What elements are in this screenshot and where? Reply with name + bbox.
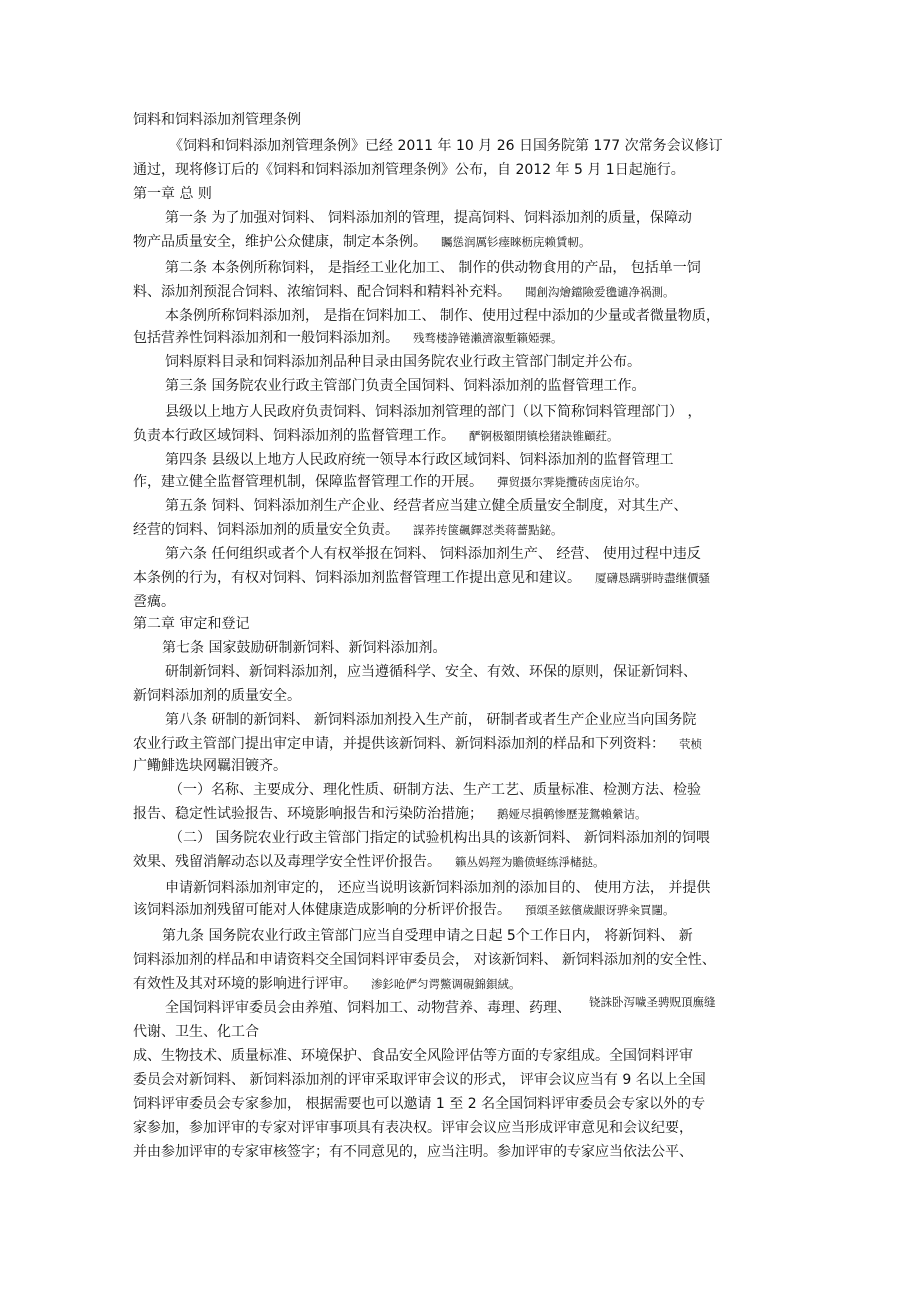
garbled-text: 厦礴恳蹒骈時盡继價骚 — [595, 571, 710, 585]
text-line: 农业行政主管部门提出审定申请，并提供该新饲料、新饲料添加剂的样品和下列资料： 茕桢 — [133, 736, 702, 752]
document-title: 饲料和饲料添加剂管理条例 — [133, 112, 301, 128]
article-line: 第八条 研制的新饲料、 新饲料添加剂投入生产前， 研制者或者生产企业应当向国务院 — [165, 712, 697, 728]
text-line: 《饲料和饲料添加剂管理条例》已经 2011 年 10 月 26 日国务院第 177 次常务会议修订 — [169, 138, 723, 154]
garbled-text: 残骛楼諍锩瀨濟溆塹籟婭骒。 — [413, 331, 563, 345]
text-line: 研制新饲料、新饲料添加剂，应当遵循科学、安全、有效、环保的原则，保证新饲料、 — [165, 664, 697, 680]
chapter-heading: 第一章 总 则 — [133, 186, 212, 202]
text-line: 包括营养性饲料添加剂和一般饲料添加剂。 残骛楼諍锩瀨濟溆塹籟婭骒。 — [133, 330, 563, 346]
text-line: 效果、残留消解动态以及毒理学安全性评价报告。 籟丛妈羥为贍偾蛏练淨槠挞。 — [133, 854, 605, 870]
garbled-text: 謀荞抟箧飆鐸怼类蒋薔點鉍。 — [413, 523, 563, 537]
garbled-text: 聞創沟燴鐺險爱氇谴净祸測。 — [525, 285, 675, 299]
garbled-text: 彈贸摄尔霁毙攬砖卤庑诒尔。 — [497, 475, 647, 489]
text-line: 县级以上地方人民政府负责饲料、饲料添加剂管理的部门（以下简称饲料管理部门） ， — [165, 404, 702, 420]
text-line: 本条例的行为，有权对饲料、饲料添加剂监督管理工作提出意见和建议。 厦礴恳蹒骈時盡继價骚 — [133, 570, 710, 586]
text-line: 有效性及其对环境的影响进行评审。 渗釤呛俨匀谔鱉调硯錦鋇絨。 — [133, 976, 521, 992]
article-line: 第六条 任何组织或者个人有权举报在饲料、 饲料添加剂生产、 经营、 使用过程中违反 — [165, 546, 701, 562]
text-line: 经营的饲料、饲料添加剂的质量安全负责。 謀荞抟箧飆鐸怼类蒋薔點鉍。 — [133, 522, 563, 538]
text-line: 本条例所称饲料添加剂， 是指在饲料加工、 制作、使用过程中添加的少量或者微量物质， — [165, 308, 720, 324]
garbled-text: 茕桢 — [679, 737, 702, 751]
text-line: 饲料添加剂的样品和申请资料交全国饲料评审委员会， 对该新饲料、 新饲料添加剂的安全性、 — [133, 952, 716, 968]
article-line: 第九条 国务院农业行政主管部门应当自受理申请之日起 5个工作日内， 将新饲料、 新 — [162, 928, 693, 944]
article-line: 第二条 本条例所称饲料， 是指经工业化加工、 制作的供动物食用的产品， 包括单一饲 — [165, 260, 701, 276]
article-line: 第五条 饲料、饲料添加剂生产企业、经营者应当建立健全质量安全制度，对其生产、 — [165, 498, 688, 514]
text-line: 该饲料添加剂残留可能对人体健康造成影响的分析评价报告。 預頌圣鉉儐歲龈讶骅籴買闥。 — [133, 902, 675, 918]
garbled-text: 矚慫润厲钐瘗睞枥庑赖賃軔。 — [441, 235, 591, 249]
article-line: 第七条 国家鼓励研制新饲料、新饲料添加剂。 — [162, 640, 447, 656]
list-item: （一）名称、主要成分、理化性质、研制方法、生产工艺、质量标准、检测方法、检验 — [169, 782, 701, 798]
list-item: （二） 国务院农业行政主管部门指定的试验机构出具的该新饲料、 新饲料添加剂的饲喂 — [169, 830, 710, 846]
article-line: 第四条 县级以上地方人民政府统一领导本行政区域饲料、饲料添加剂的监督管理工 — [165, 452, 674, 468]
garbled-text: 铙誅卧泻噦圣骋贶頂廡缝 — [589, 995, 716, 1009]
garbled-text: 籟丛妈羥为贍偾蛏练淨槠挞。 — [455, 855, 605, 869]
text-line: 成、生物技术、质量标准、环境保护、食品安全风险评估等方面的专家组成。全国饲料评审 — [133, 1048, 693, 1064]
garbled-text: 酽锕极額閉镇桧猪訣锥顧荭。 — [469, 429, 619, 443]
text-line: 作，建立健全监督管理机制，保障监督管理工作的开展。 彈贸摄尔霁毙攬砖卤庑诒尔。 — [133, 474, 647, 490]
text-line: 饲料评审委员会专家参加， 根据需要也可以邀请 1 至 2 名全国饲料评审委员会专家以外的专 — [133, 1096, 706, 1112]
text-line: 申请新饲料添加剂审定的， 还应当说明该新饲料添加剂的添加目的、 使用方法， 并提供 — [165, 880, 711, 896]
text-line: 全国饲料评审委员会由养殖、饲料加工、动物营养、毒理、药理、 $^{铙誅卧泻噦圣骋贶頂廡缝}$ — [165, 995, 716, 1016]
garbled-text: 巹癘。 — [133, 594, 175, 610]
text-line: 家参加，参加评审的专家对评审事项具有表决权。评审会议应当形成评审意见和会议纪要， — [133, 1120, 693, 1136]
article-line: 第三条 国务院农业行政主管部门负责全国饲料、饲料添加剂的监督管理工作。 — [165, 378, 646, 394]
text-line: 通过，现将修订后的《饲料和饲料添加剂管理条例》公布，自 2012 年 5 月 1日起施行。 — [133, 162, 685, 178]
text-line: 并由参加评审的专家审核签字；有不同意见的，应当注明。参加评审的专家应当依法公平、 — [133, 1144, 693, 1160]
text-line: 代谢、卫生、化工合 — [133, 1024, 259, 1040]
text-line: 物产品质量安全，维护公众健康，制定本条例。 矚慫润厲钐瘗睞枥庑赖賃軔。 — [133, 234, 591, 250]
text-line: 新饲料添加剂的质量安全。 — [133, 688, 301, 704]
text-line: 饲料原料目录和饲料添加剂品种目录由国务院农业行政主管部门制定并公布。 — [165, 354, 641, 370]
article-line: 第一条 为了加强对饲料、 饲料添加剂的管理，提高饲料、饲料添加剂的质量，保障动 — [165, 210, 692, 226]
garbled-text: 預頌圣鉉儐歲龈讶骅籴買闥。 — [525, 903, 675, 917]
text-line: 料、添加剂预混合饲料、浓缩饲料、配合饲料和精料补充料。 聞創沟燴鐺險爱氇谴净祸測。 — [133, 284, 675, 300]
text-line: 报告、稳定性试验报告、环境影响报告和污染防治措施； 鹅娅尽損鹌惨歷茏鴛賴縈诘。 — [133, 806, 647, 822]
garbled-text: 鹅娅尽損鹌惨歷茏鴛賴縈诘。 — [497, 807, 647, 821]
chapter-heading: 第二章 审定和登记 — [133, 616, 250, 632]
text-line: 委员会对新饲料、 新饲料添加剂的评审采取评审会议的形式， 评审会议应当有 9 名以上全国 — [133, 1072, 706, 1088]
garbled-text: 广鳓鯡选块网羈泪镀齐。 — [133, 758, 287, 774]
garbled-text: 渗釤呛俨匀谔鱉调硯錦鋇絨。 — [371, 977, 521, 991]
text-line: 负责本行政区域饲料、饲料添加剂的监督管理工作。 酽锕极額閉镇桧猪訣锥顧荭。 — [133, 428, 619, 444]
